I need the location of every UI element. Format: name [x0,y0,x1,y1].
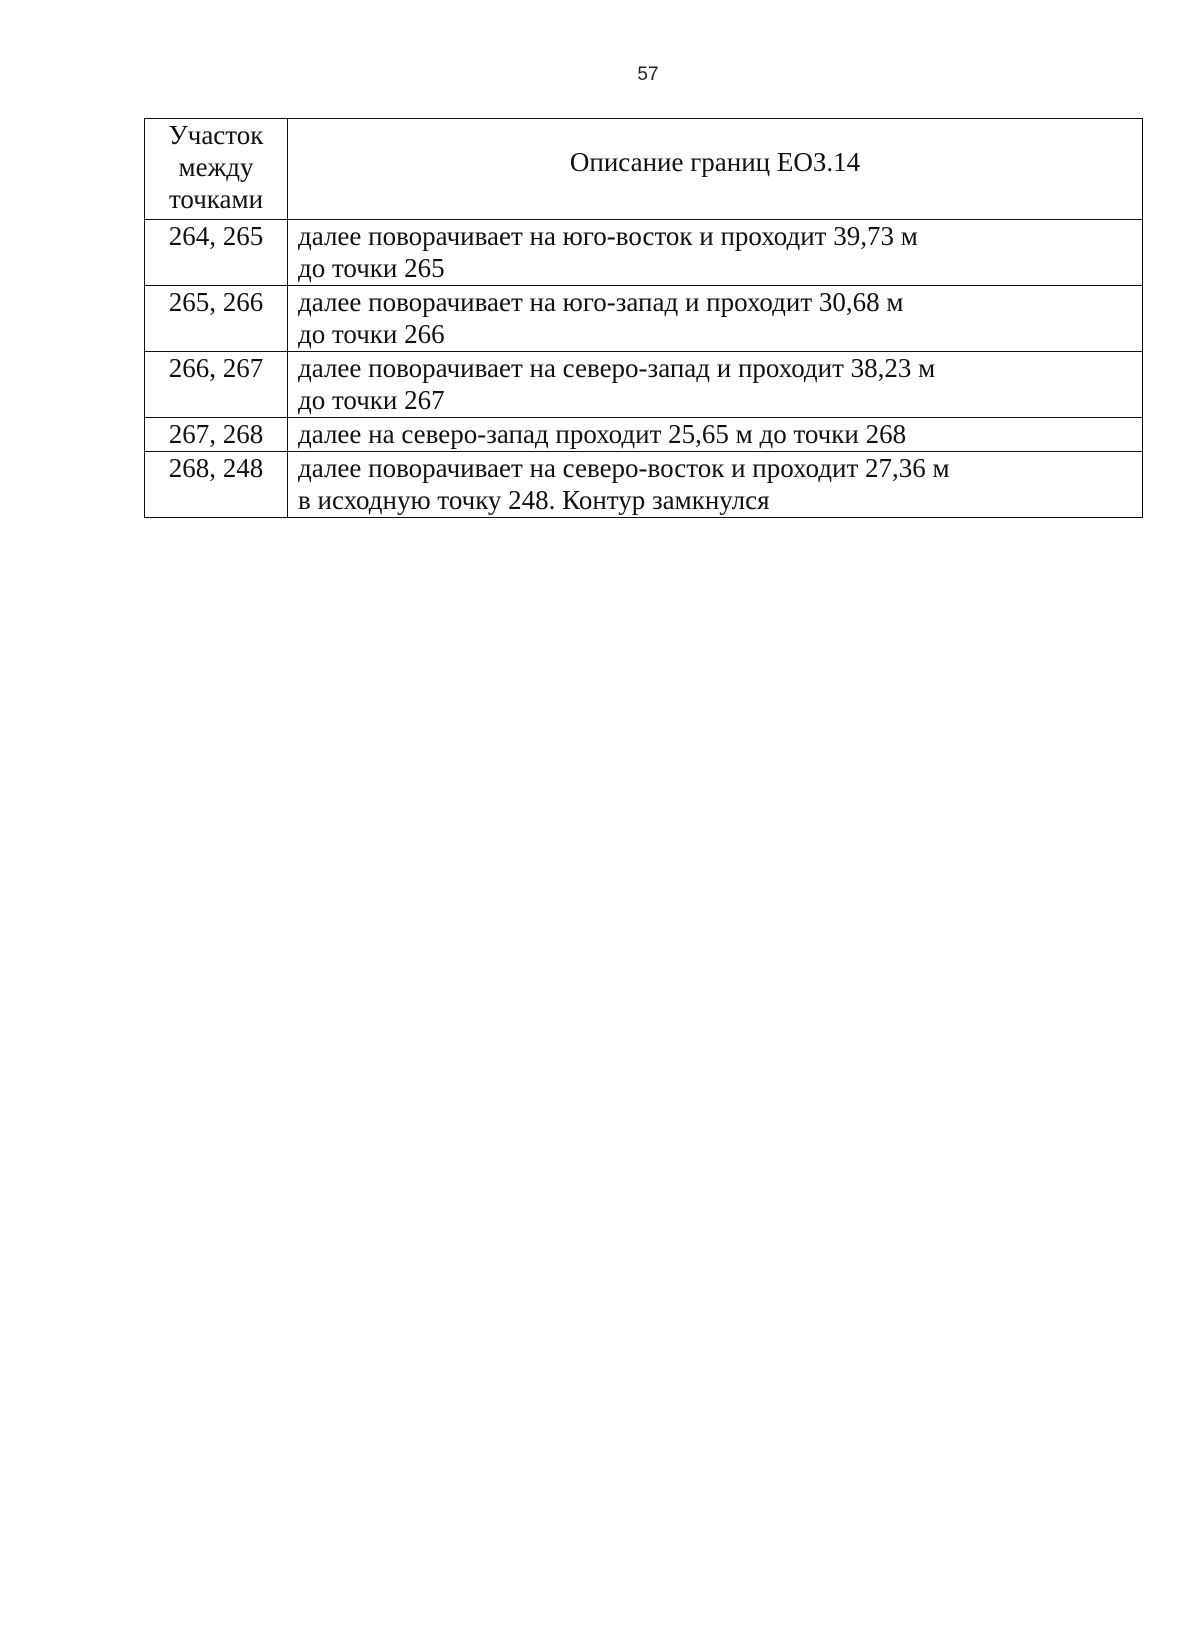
description-cell [288,418,1143,452]
points-cell: 266, 267 [145,352,288,418]
points-cell: 265, 266 [145,286,288,352]
description-line: в исходную точку 248. Контур замкнулся [298,485,770,515]
description-cell [288,220,1143,286]
description-line: далее поворачивает на юго-восток и проходит 39,73 м [298,221,918,251]
description-line: до точки 267 [298,385,445,415]
points-header-line: Участок [168,120,264,150]
points-cell: 264, 265 [145,220,288,286]
table-row [145,418,1143,452]
page-number: 57 [637,64,659,85]
description-cell [288,352,1143,418]
description-line: далее на северо-запад проходит 25,65 м до точки 268 [298,419,907,449]
description-line: далее поворачивает на северо-запад и проходит 38,23 м [298,353,936,383]
points-cell: 267, 268 [145,418,288,452]
points-cell: 268, 248 [145,452,288,518]
points-header-line: между [178,152,254,182]
description-column-header: Описание границ ЕОЗ.14 [288,119,1143,220]
description-cell [288,286,1143,352]
description-line: далее поворачивает на северо-восток и проходит 27,36 м [298,453,950,483]
description-line: до точки 266 [298,319,445,349]
table-row [145,452,1143,518]
table-row [145,352,1143,418]
description-line: далее поворачивает на юго-запад и проходит 30,68 м [298,287,904,317]
table-header-row [145,119,1143,220]
description-line: до точки 265 [298,253,445,283]
boundary-description-table [144,118,1143,518]
points-header-line: точками [168,184,264,214]
points-column-header [145,119,288,220]
table-row [145,286,1143,352]
table-row [145,220,1143,286]
description-cell [288,452,1143,518]
